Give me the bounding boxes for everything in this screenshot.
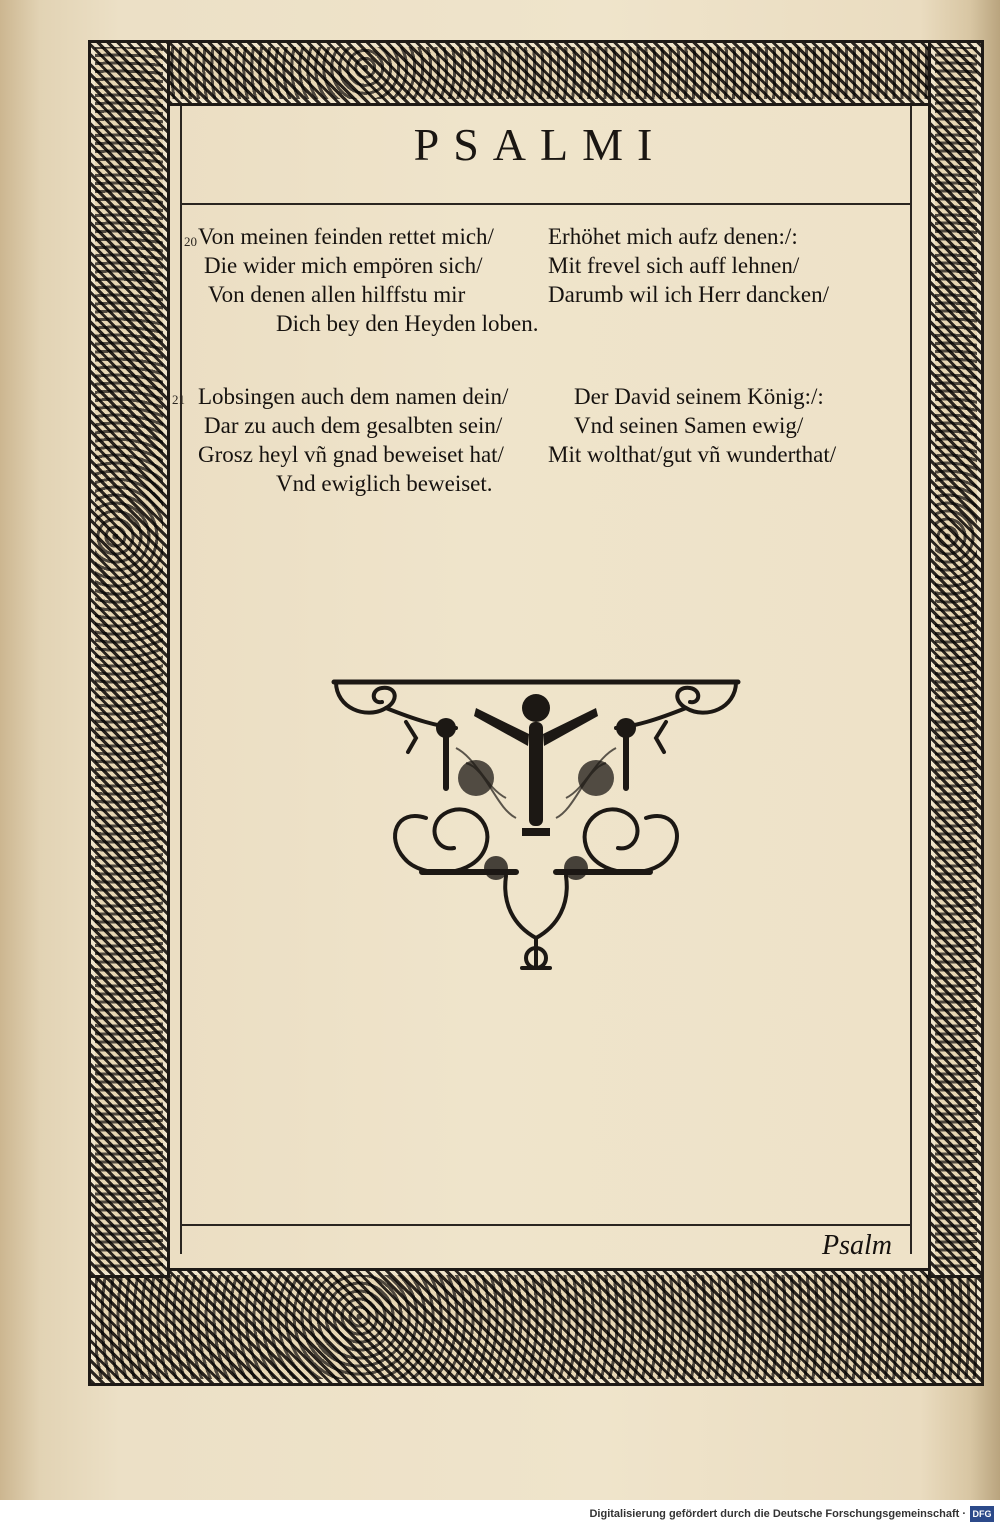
- stanza-closing-line: Vnd ewiglich beweiset.: [276, 471, 493, 496]
- running-title: PSALMI: [413, 119, 667, 170]
- verse-line-second-half: Vnd seinen Samen ewig/: [574, 413, 804, 438]
- dfg-logo: DFG: [970, 1506, 994, 1522]
- ornamental-border-top: [96, 40, 984, 106]
- verse-line-first-half: Lobsingen auch dem namen dein/: [198, 384, 509, 409]
- verse-number: 20: [184, 234, 197, 249]
- verse-line-first-half: Von denen allen hilffstu mir: [208, 282, 466, 307]
- ornamental-border-left: [88, 40, 170, 1278]
- verse-line: [198, 280, 918, 309]
- verse-line-second-half: Mit wolthat/gut vñ wunderthat/: [548, 442, 837, 467]
- funding-notice: Digitalisierung gefördert durch die Deutsche Forschungsgemeinschaft ·: [589, 1508, 966, 1520]
- digitization-footer: [0, 1500, 1000, 1530]
- verse-line: [198, 411, 918, 440]
- frame-rule-left: [180, 106, 182, 1254]
- verse-line-second-half: Darumb wil ich Herr dancken/: [548, 282, 830, 307]
- ornamental-border-bottom: [88, 1268, 984, 1386]
- stanza: [198, 382, 918, 498]
- verse-line-second-half: Mit frevel sich auff lehnen/: [548, 253, 800, 278]
- verse-line-first-half: Dar zu auch dem gesalbten sein/: [204, 413, 503, 438]
- ornamental-border-right: [928, 40, 984, 1278]
- verse-line-first-half: Von meinen feinden rettet mich/: [198, 224, 494, 249]
- stanza-closing-line: Dich bey den Heyden loben.: [276, 311, 539, 336]
- verse-line-second-half: Der David seinem König:/:: [574, 384, 824, 409]
- verse-line: [198, 251, 918, 280]
- verse-line-first-half: Grosz heyl vñ gnad beweiset hat/: [198, 442, 504, 467]
- verse-line-first-half: Die wider mich empören sich/: [204, 253, 483, 278]
- verse-number: 21: [172, 392, 185, 407]
- catchword: Psalm: [822, 1230, 892, 1261]
- stanza: [198, 222, 918, 338]
- verse-line-second-half: Erhöhet mich aufz denen:/:: [548, 224, 798, 249]
- verse-line: [198, 222, 918, 251]
- verse-line: [198, 382, 918, 411]
- footer-rule: [180, 1224, 912, 1226]
- header-rule: [180, 203, 912, 205]
- verse-line: [198, 440, 918, 469]
- woodcut-tailpiece-ornament: [326, 668, 746, 988]
